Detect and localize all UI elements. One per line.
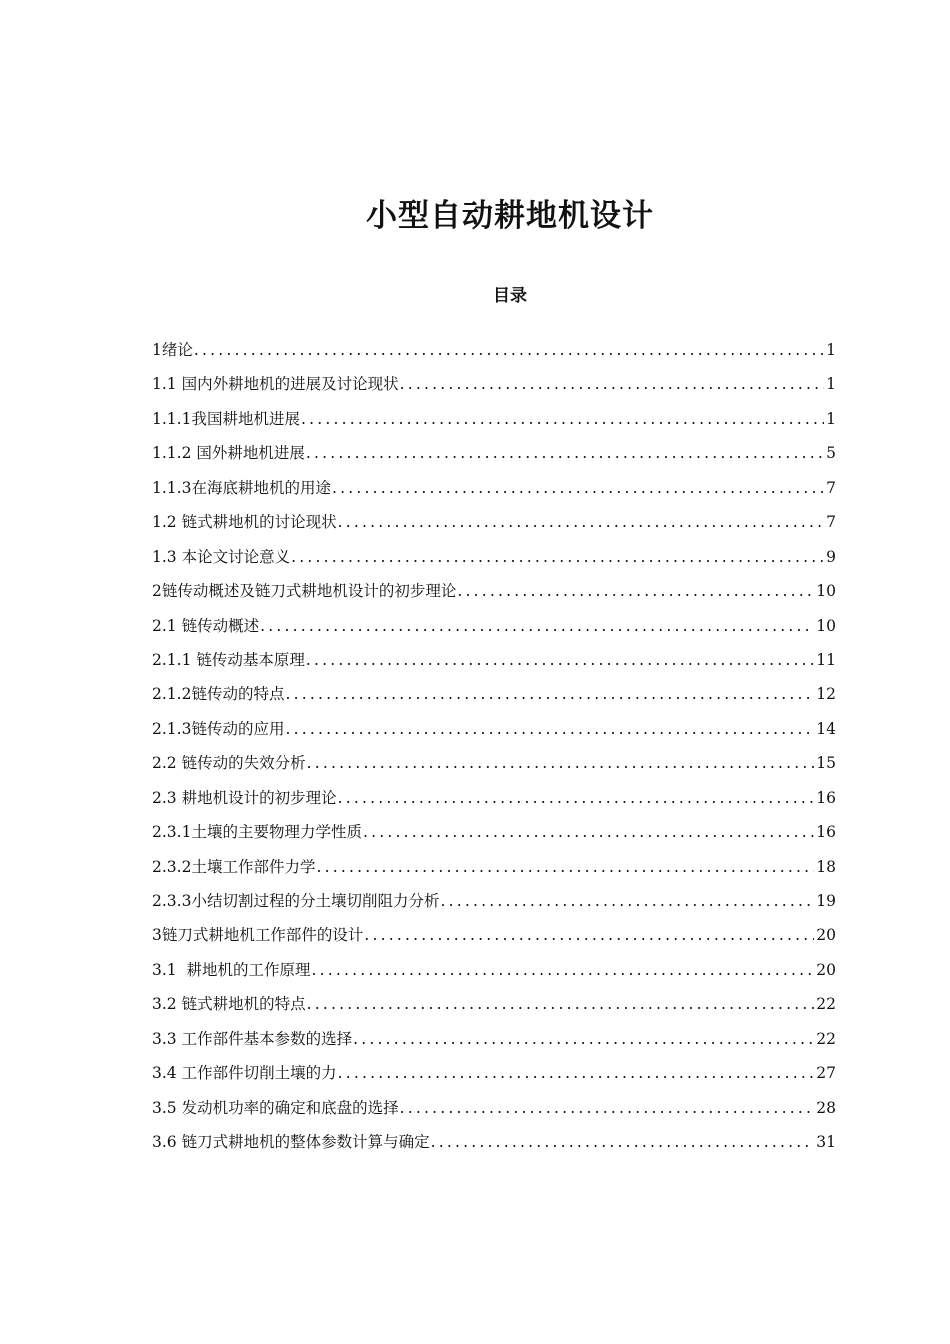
toc-dot-leader — [306, 436, 824, 470]
toc-dot-leader — [400, 367, 825, 401]
toc-entry[interactable] — [152, 1125, 836, 1159]
toc-entry[interactable] — [152, 333, 836, 367]
toc-entry-label: 2.1.1 链传动基本原理 — [152, 650, 305, 669]
toc-entry-label: 2链传动概述及链刀式耕地机设计的初步理论 — [152, 582, 457, 601]
toc-entry-page-number: 16 — [816, 823, 836, 842]
toc-entry[interactable] — [152, 815, 836, 849]
toc-entry-label: 3.3 工作部件基本参数的选择 — [152, 1029, 353, 1048]
toc-entry-page-number: 7 — [826, 513, 836, 532]
toc-dot-leader — [338, 1056, 815, 1090]
toc-dot-leader — [307, 746, 815, 780]
toc-entry-page-number: 1 — [826, 375, 836, 394]
toc-entry-label: 1.1.3在海底耕地机的用途 — [152, 478, 331, 497]
toc-dot-leader — [353, 1022, 814, 1056]
toc-dot-leader — [400, 1091, 815, 1125]
toc-entry-page-number: 11 — [816, 650, 836, 669]
toc-heading: 目录 — [493, 286, 527, 306]
toc-entry[interactable] — [152, 712, 836, 746]
toc-dot-leader — [306, 643, 814, 677]
toc-dot-leader — [338, 505, 825, 539]
toc-entry-label: 3.4 工作部件切削土壤的力 — [152, 1064, 337, 1083]
toc-entry[interactable] — [152, 540, 836, 574]
toc-entry-label: 1.1.1我国耕地机进展 — [152, 409, 300, 428]
toc-entry-label: 2.3 耕地机设计的初步理论 — [152, 788, 337, 807]
toc-dot-leader — [194, 333, 824, 367]
toc-dot-leader — [312, 953, 815, 987]
toc-entry[interactable] — [152, 884, 836, 918]
toc-entry[interactable] — [152, 1091, 836, 1125]
toc-entry-page-number: 12 — [816, 685, 836, 704]
toc-entry-label: 2.1.2链传动的特点 — [152, 685, 285, 704]
toc-entry-label: 2.1.3链传动的应用 — [152, 719, 285, 738]
toc-dot-leader — [363, 815, 814, 849]
toc-entry-page-number: 20 — [816, 960, 836, 979]
toc-entry-label: 1.3 本论文讨论意义 — [152, 547, 291, 566]
toc-entry[interactable] — [152, 402, 836, 436]
toc-entry[interactable] — [152, 1056, 836, 1090]
toc-entry-label: 2.3.1土壤的主要物理力学性质 — [152, 823, 362, 842]
toc-entry[interactable] — [152, 746, 836, 780]
toc-entry-page-number: 15 — [816, 754, 836, 773]
toc-entry[interactable] — [152, 850, 836, 884]
toc-entry[interactable] — [152, 953, 836, 987]
toc-entry-label: 1.2 链式耕地机的讨论现状 — [152, 513, 337, 532]
toc-dot-leader — [291, 540, 824, 574]
toc-entry[interactable] — [152, 987, 836, 1021]
toc-entry-page-number: 10 — [816, 616, 836, 635]
toc-entry-page-number: 27 — [816, 1064, 836, 1083]
toc-dot-leader — [332, 471, 824, 505]
toc-entry-page-number: 20 — [816, 926, 836, 945]
toc-entry-page-number: 16 — [816, 788, 836, 807]
toc-entry[interactable] — [152, 1022, 836, 1056]
toc-entry[interactable] — [152, 677, 836, 711]
toc-entry[interactable] — [152, 436, 836, 470]
toc-dot-leader — [285, 677, 814, 711]
toc-entry[interactable] — [152, 574, 836, 608]
toc-dot-leader — [285, 712, 814, 746]
document-title: 小型自动耕地机设计 — [366, 198, 654, 234]
toc-entry-label: 3.2 链式耕地机的特点 — [152, 995, 306, 1014]
toc-entry-page-number: 19 — [816, 892, 836, 910]
toc-dot-leader — [440, 884, 814, 918]
toc-entry-page-number: 5 — [826, 444, 836, 463]
toc-entry-page-number: 1 — [826, 341, 836, 359]
toc-entry-label: 1绪论 — [152, 341, 193, 359]
table-of-contents — [152, 333, 836, 1160]
toc-dot-leader — [316, 850, 814, 884]
toc-entry-page-number: 31 — [816, 1133, 836, 1152]
toc-entry-label: 1.1.2 国外耕地机进展 — [152, 444, 305, 463]
toc-entry-page-number: 22 — [816, 995, 836, 1014]
toc-entry[interactable] — [152, 609, 836, 643]
toc-entry[interactable] — [152, 471, 836, 505]
toc-entry-label: 3链刀式耕地机工作部件的设计 — [152, 926, 364, 945]
toc-entry-label: 2.1 链传动概述 — [152, 616, 260, 635]
toc-entry-page-number: 7 — [826, 478, 836, 497]
toc-entry[interactable] — [152, 367, 836, 401]
toc-dot-leader — [431, 1125, 815, 1159]
toc-entry-label: 1.1 国内外耕地机的进展及讨论现状 — [152, 375, 399, 394]
toc-entry[interactable] — [152, 918, 836, 952]
toc-entry-label: 2.2 链传动的失效分析 — [152, 754, 306, 773]
toc-entry-page-number: 9 — [826, 547, 836, 566]
toc-entry-label: 3.6 链刀式耕地机的整体参数计算与确定 — [152, 1133, 430, 1152]
toc-entry-label: 3.5 发动机功率的确定和底盘的选择 — [152, 1098, 399, 1117]
toc-entry[interactable] — [152, 643, 836, 677]
toc-dot-leader — [307, 987, 815, 1021]
toc-entry-label: 3.1 耕地机的工作原理 — [152, 960, 311, 979]
toc-dot-leader — [301, 402, 824, 436]
toc-entry-page-number: 10 — [816, 582, 836, 601]
toc-entry[interactable] — [152, 781, 836, 815]
toc-entry-page-number: 14 — [816, 719, 836, 738]
toc-entry-page-number: 28 — [816, 1098, 836, 1117]
toc-entry-page-number: 18 — [816, 857, 836, 876]
toc-entry[interactable] — [152, 505, 836, 539]
toc-dot-leader — [364, 918, 814, 952]
toc-entry-label: 2.3.2土壤工作部件力学 — [152, 857, 316, 876]
toc-dot-leader — [260, 609, 814, 643]
toc-entry-page-number: 1 — [826, 409, 836, 428]
toc-entry-page-number: 22 — [816, 1029, 836, 1048]
toc-dot-leader — [338, 781, 815, 815]
toc-entry-label: 2.3.3小结切割过程的分土壤切削阻力分析 — [152, 892, 440, 910]
toc-dot-leader — [457, 574, 814, 608]
